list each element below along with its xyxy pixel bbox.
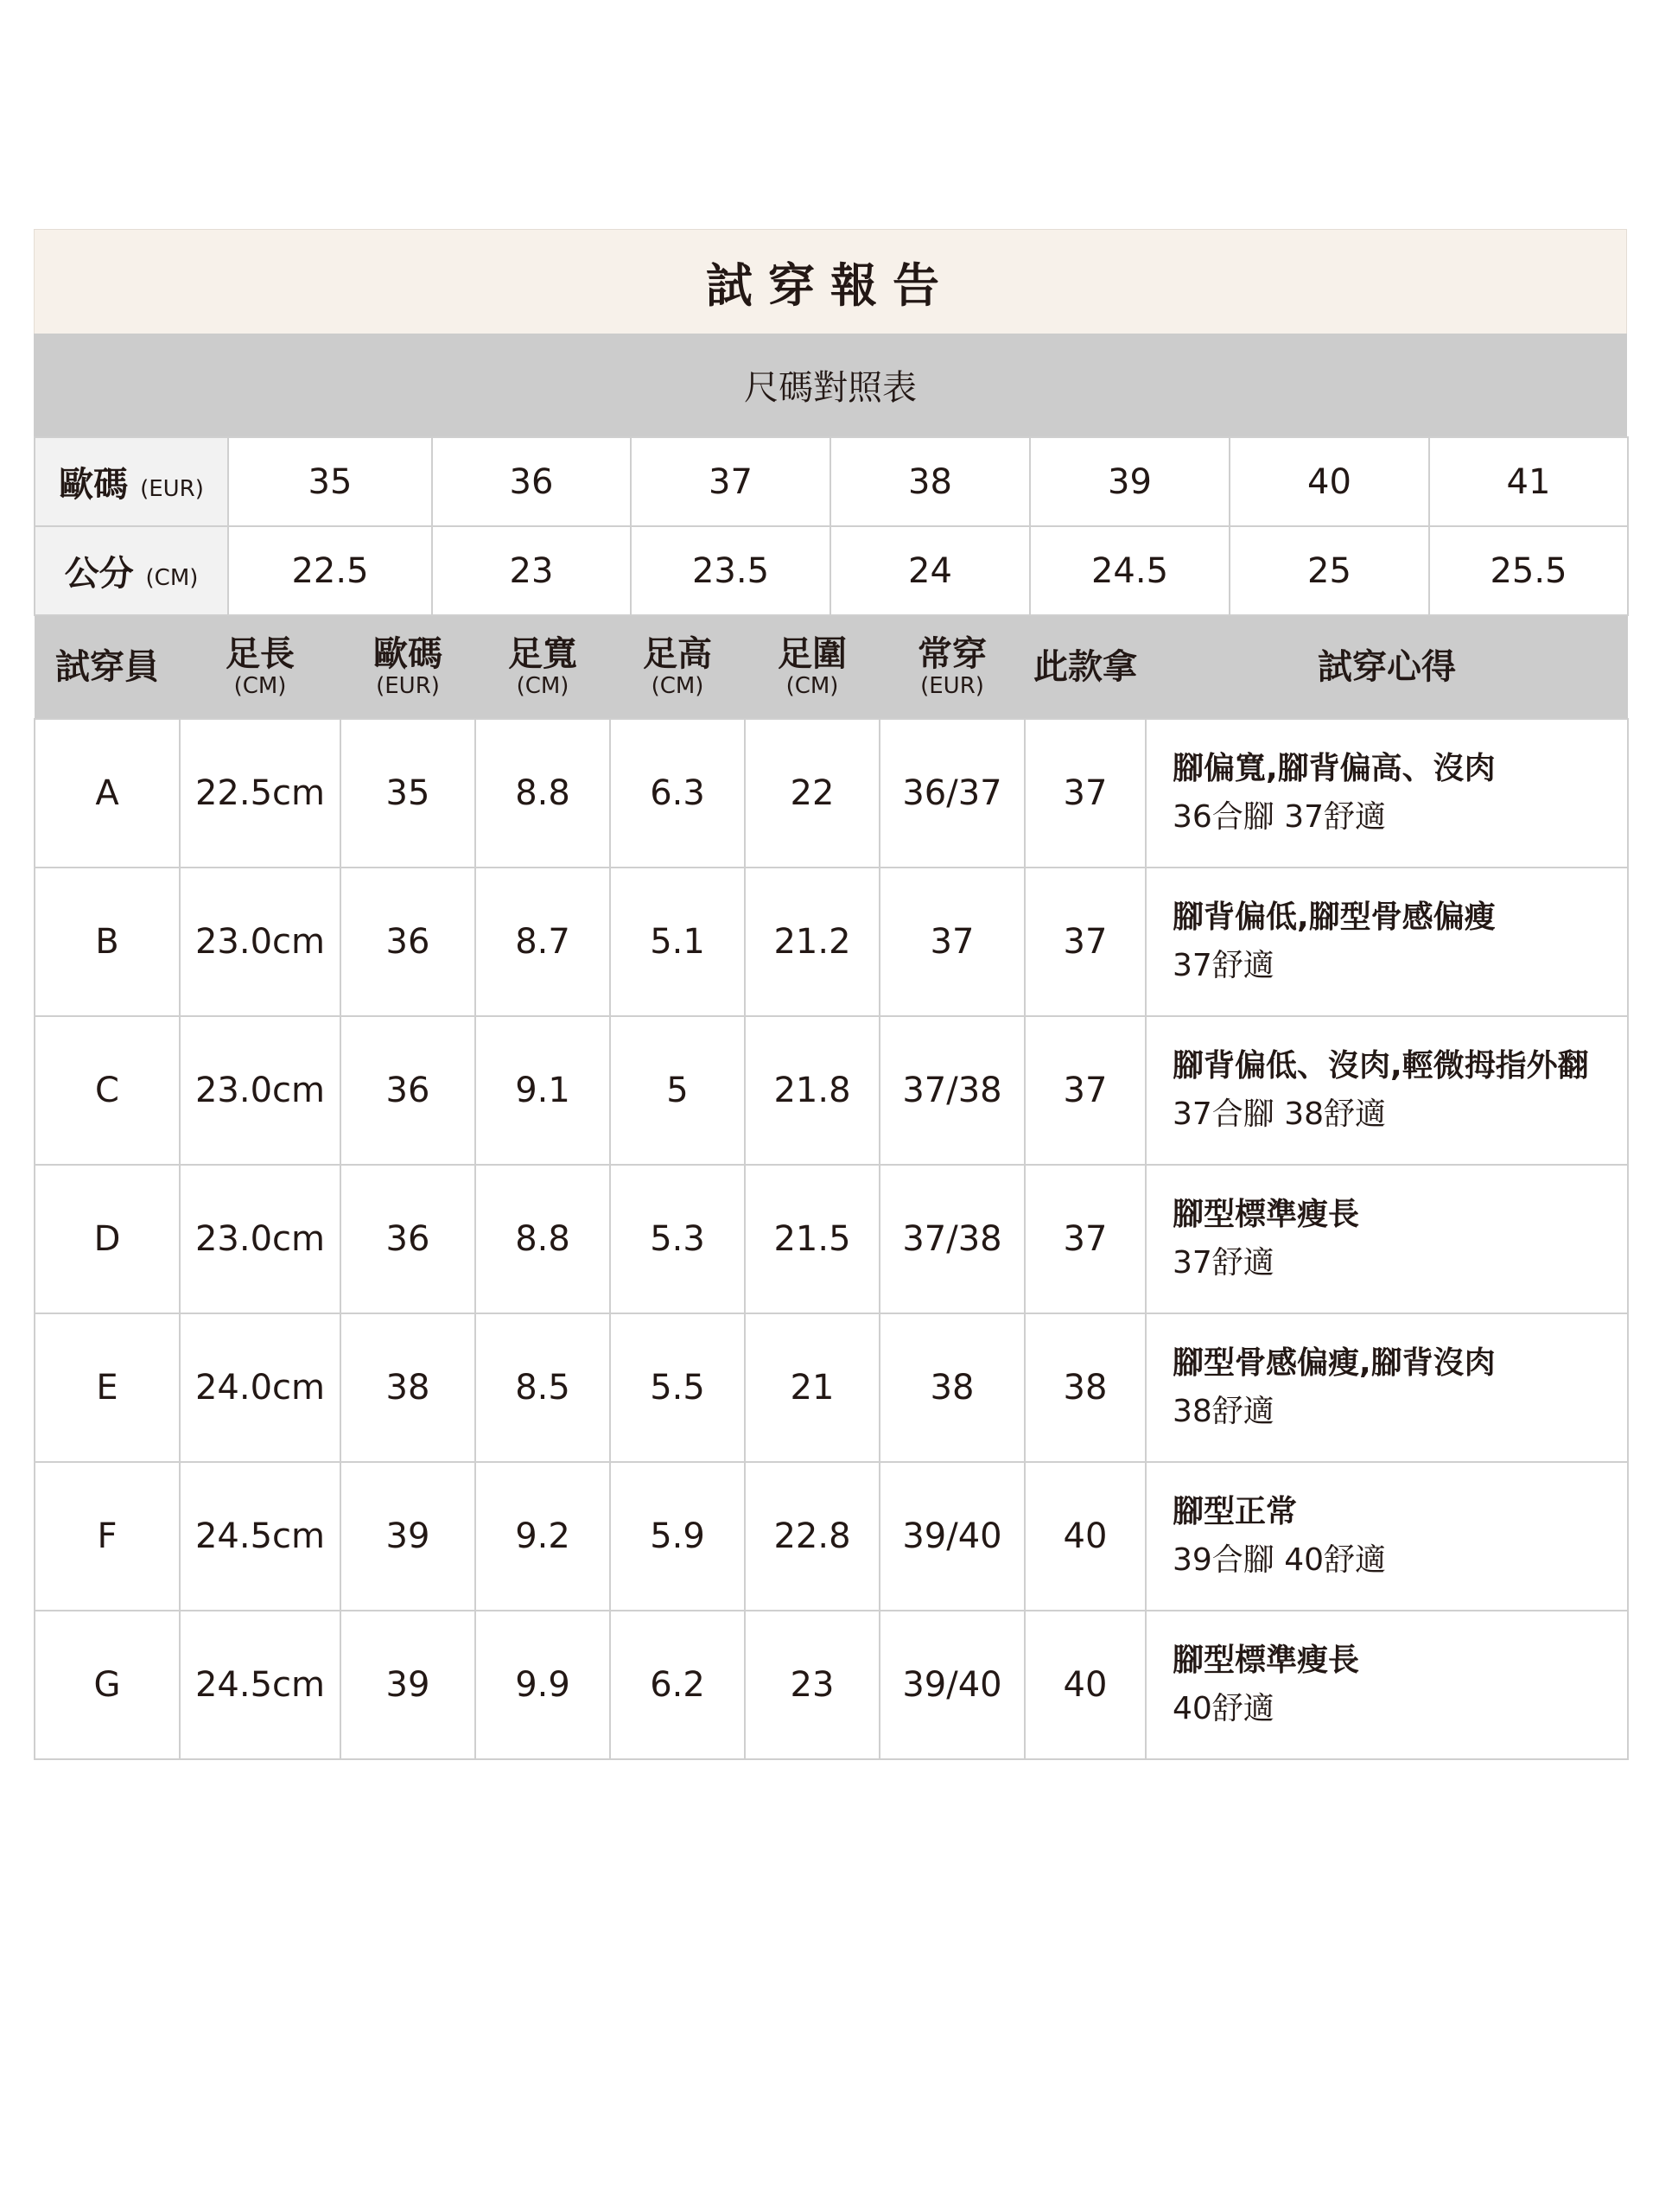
size-chart-table bbox=[34, 436, 1629, 616]
size-cell: 40 bbox=[1230, 437, 1429, 526]
girth-cell: 23 bbox=[745, 1611, 880, 1759]
eur-cell: 39 bbox=[340, 1611, 475, 1759]
size-cell: 23.5 bbox=[631, 526, 830, 615]
girth-cell: 21 bbox=[745, 1313, 880, 1462]
size-cell: 22.5 bbox=[228, 526, 432, 615]
fit-table bbox=[34, 616, 1629, 1760]
column-header: 歐碼 (EUR) bbox=[340, 616, 475, 719]
size-row-cm bbox=[35, 526, 1628, 615]
size-cell: 41 bbox=[1429, 437, 1628, 526]
girth-cell: 22 bbox=[745, 719, 880, 868]
review-cell: 腳型標準瘦長 37舒適 bbox=[1146, 1165, 1628, 1313]
size-cell: 39 bbox=[1030, 437, 1230, 526]
eur-cell: 38 bbox=[340, 1313, 475, 1462]
height-cell: 5.5 bbox=[610, 1313, 745, 1462]
foot-length-cell: 23.0cm bbox=[180, 1165, 340, 1313]
usual-size-cell: 36/37 bbox=[880, 719, 1025, 868]
width-cell: 9.9 bbox=[475, 1611, 610, 1759]
table-row bbox=[35, 868, 1628, 1016]
tester-cell: E bbox=[35, 1313, 180, 1462]
size-row-label: 歐碼 (EUR) bbox=[35, 437, 228, 526]
height-cell: 5.3 bbox=[610, 1165, 745, 1313]
size-chart-header bbox=[34, 334, 1627, 436]
usual-size-cell: 37/38 bbox=[880, 1016, 1025, 1165]
eur-cell: 36 bbox=[340, 1165, 475, 1313]
review-cell: 腳型標準瘦長 40舒適 bbox=[1146, 1611, 1628, 1759]
fit-report bbox=[34, 229, 1627, 1760]
height-cell: 5.9 bbox=[610, 1462, 745, 1611]
width-cell: 8.7 bbox=[475, 868, 610, 1016]
foot-length-cell: 23.0cm bbox=[180, 868, 340, 1016]
size-cell: 38 bbox=[830, 437, 1030, 526]
usual-size-cell: 39/40 bbox=[880, 1611, 1025, 1759]
column-header: 試穿員 bbox=[35, 616, 180, 719]
table-row bbox=[35, 1016, 1628, 1165]
girth-cell: 21.5 bbox=[745, 1165, 880, 1313]
review-cell: 腳背偏低、沒肉,輕微拇指外翻 37合腳 38舒適 bbox=[1146, 1016, 1628, 1165]
eur-cell: 36 bbox=[340, 1016, 475, 1165]
column-header: 試穿心得 bbox=[1146, 616, 1628, 719]
eur-cell: 35 bbox=[340, 719, 475, 868]
chosen-size-cell: 37 bbox=[1025, 1165, 1146, 1313]
width-cell: 8.5 bbox=[475, 1313, 610, 1462]
size-cell: 25 bbox=[1230, 526, 1429, 615]
usual-size-cell: 39/40 bbox=[880, 1462, 1025, 1611]
size-cell: 36 bbox=[432, 437, 631, 526]
height-cell: 6.3 bbox=[610, 719, 745, 868]
size-cell: 23 bbox=[432, 526, 631, 615]
column-header: 此款拿 bbox=[1025, 616, 1146, 719]
tester-cell: B bbox=[35, 868, 180, 1016]
size-cell: 25.5 bbox=[1429, 526, 1628, 615]
height-cell: 5.1 bbox=[610, 868, 745, 1016]
chosen-size-cell: 37 bbox=[1025, 868, 1146, 1016]
usual-size-cell: 38 bbox=[880, 1313, 1025, 1462]
foot-length-cell: 22.5cm bbox=[180, 719, 340, 868]
review-cell: 腳背偏低,腳型骨感偏瘦 37舒適 bbox=[1146, 868, 1628, 1016]
width-cell: 8.8 bbox=[475, 1165, 610, 1313]
usual-size-cell: 37/38 bbox=[880, 1165, 1025, 1313]
tester-cell: F bbox=[35, 1462, 180, 1611]
column-header: 足圍 (CM) bbox=[745, 616, 880, 719]
girth-cell: 22.8 bbox=[745, 1462, 880, 1611]
size-row-label: 公分 (CM) bbox=[35, 526, 228, 615]
girth-cell: 21.2 bbox=[745, 868, 880, 1016]
usual-size-cell: 37 bbox=[880, 868, 1025, 1016]
table-row bbox=[35, 719, 1628, 868]
column-header: 足高 (CM) bbox=[610, 616, 745, 719]
tester-cell: G bbox=[35, 1611, 180, 1759]
tester-cell: D bbox=[35, 1165, 180, 1313]
column-header: 足長 (CM) bbox=[180, 616, 340, 719]
eur-cell: 36 bbox=[340, 868, 475, 1016]
chosen-size-cell: 40 bbox=[1025, 1462, 1146, 1611]
size-cell: 24.5 bbox=[1030, 526, 1230, 615]
table-row bbox=[35, 1165, 1628, 1313]
height-cell: 5 bbox=[610, 1016, 745, 1165]
size-chart-title: 尺碼對照表 bbox=[744, 368, 917, 408]
review-cell: 腳型骨感偏瘦,腳背沒肉 38舒適 bbox=[1146, 1313, 1628, 1462]
size-cell: 24 bbox=[830, 526, 1030, 615]
foot-length-cell: 24.5cm bbox=[180, 1462, 340, 1611]
width-cell: 9.2 bbox=[475, 1462, 610, 1611]
height-cell: 6.2 bbox=[610, 1611, 745, 1759]
review-cell: 腳偏寬,腳背偏高、沒肉 36合腳 37舒適 bbox=[1146, 719, 1628, 868]
foot-length-cell: 24.5cm bbox=[180, 1611, 340, 1759]
chosen-size-cell: 40 bbox=[1025, 1611, 1146, 1759]
chosen-size-cell: 38 bbox=[1025, 1313, 1146, 1462]
report-title: 試穿報告 bbox=[706, 257, 955, 313]
width-cell: 8.8 bbox=[475, 719, 610, 868]
size-cell: 37 bbox=[631, 437, 830, 526]
foot-length-cell: 24.0cm bbox=[180, 1313, 340, 1462]
girth-cell: 21.8 bbox=[745, 1016, 880, 1165]
chosen-size-cell: 37 bbox=[1025, 719, 1146, 868]
tester-cell: A bbox=[35, 719, 180, 868]
table-row bbox=[35, 1313, 1628, 1462]
tester-cell: C bbox=[35, 1016, 180, 1165]
fit-table-header bbox=[35, 616, 1628, 719]
table-row bbox=[35, 1611, 1628, 1759]
column-header: 足寬 (CM) bbox=[475, 616, 610, 719]
size-cell: 35 bbox=[228, 437, 432, 526]
review-cell: 腳型正常 39合腳 40舒適 bbox=[1146, 1462, 1628, 1611]
report-title-bar bbox=[34, 229, 1627, 334]
chosen-size-cell: 37 bbox=[1025, 1016, 1146, 1165]
width-cell: 9.1 bbox=[475, 1016, 610, 1165]
foot-length-cell: 23.0cm bbox=[180, 1016, 340, 1165]
eur-cell: 39 bbox=[340, 1462, 475, 1611]
size-row-eur bbox=[35, 437, 1628, 526]
column-header: 常穿 (EUR) bbox=[880, 616, 1025, 719]
table-row bbox=[35, 1462, 1628, 1611]
